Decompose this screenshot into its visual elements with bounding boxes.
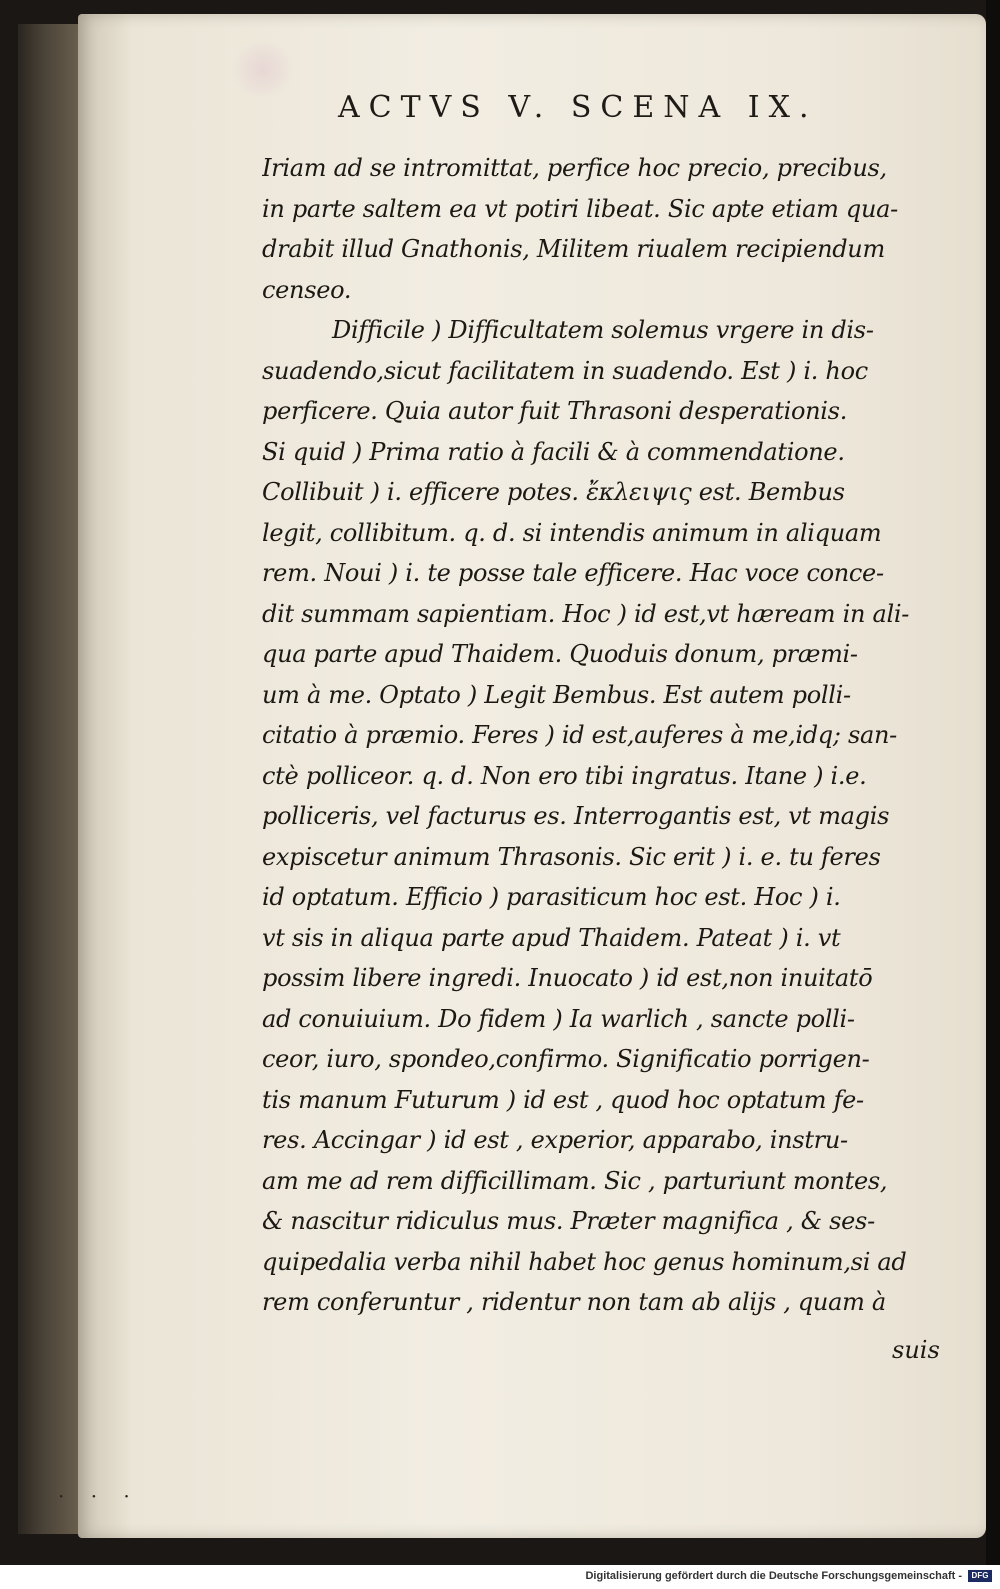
text-line: am me ad rem difficillimam. Sic , parturiunt montes,	[262, 1166, 888, 1195]
commentary-text-block	[262, 148, 962, 1323]
paper-stain	[228, 42, 298, 97]
text-line: Si quid ) Prima ratio à facili & à commendatione.	[262, 437, 845, 466]
text-line: censeo.	[262, 275, 352, 304]
margin-specks: · · ·	[58, 1484, 140, 1508]
text-line: id optatum. Efficio ) parasiticum hoc est. Hoc ) i.	[262, 883, 841, 911]
text-line: expiscetur animum Thrasonis. Sic erit ) i. e. tu feres	[262, 842, 881, 871]
text-line: dit summam sapientiam. Hoc ) id est,vt hæream in ali-	[262, 599, 910, 628]
page-stack-edge	[18, 24, 80, 1534]
text-line: ctè polliceor. q. d. Non ero tibi ingratus. Itane ) i.e.	[262, 761, 867, 790]
text-line: perficere. Quia autor fuit Thrasoni desperationis.	[262, 397, 848, 425]
text-line: Collibuit ) i. efficere potes. ἔκλειψις est. Bembus	[262, 478, 845, 506]
dfg-logo: DFG	[968, 1570, 992, 1582]
text-line: suadendo,sicut facilitatem in suadendo. Est ) i. hoc	[262, 356, 868, 385]
text-line: citatio à præmio. Feres ) id est,auferes à me,idq; san-	[262, 721, 897, 749]
text-line: & nascitur ridiculus mus. Præter magnifica , & ses-	[262, 1207, 875, 1235]
text-line: Iriam ad se intromittat, perfice hoc precio, precibus,	[262, 154, 887, 182]
text-line: qua parte apud Thaidem. Quoduis donum, præmi-	[262, 640, 858, 668]
text-line: legit, collibitum. q. d. si intendis animum in aliquam	[262, 518, 882, 547]
footer-credit: Digitalisierung gefördert durch die Deutsche Forschungsgemeinschaft -	[585, 1570, 962, 1582]
text-line: Difficile ) Difficultatem solemus vrgere in dis-	[332, 316, 874, 344]
text-line: um à me. Optato ) Legit Bembus. Est autem polli-	[262, 680, 851, 709]
digitization-footer	[585, 1567, 992, 1585]
text-line: polliceris, vel facturus es. Interrogantis est, vt magis	[262, 802, 890, 830]
text-line: drabit illud Gnathonis, Militem riualem recipiendum	[262, 235, 885, 263]
text-line: vt sis in aliqua parte apud Thaidem. Pateat ) i. vt	[262, 923, 841, 952]
text-line: ad conuiuium. Do fidem ) Ia warlich , sancte polli-	[262, 1004, 855, 1033]
running-head: ACTVS V. SCENA IX.	[338, 90, 818, 125]
catchword: suis	[892, 1336, 940, 1364]
text-line: quipedalia verba nihil habet hoc genus hominum,si ad	[262, 1247, 907, 1276]
text-line: res. Accingar ) id est , experior, apparabo, instru-	[262, 1126, 848, 1154]
text-line: possim libere ingredi. Inuocato ) id est,non inuitatō	[262, 964, 873, 992]
cover-edge	[986, 0, 1000, 1565]
text-line: rem. Noui ) i. te posse tale efficere. Hac voce conce-	[262, 559, 884, 587]
text-line: in parte saltem ea vt potiri libeat. Sic apte etiam qua-	[262, 194, 898, 223]
text-line: rem conferuntur , ridentur non tam ab alijs , quam à	[262, 1288, 886, 1316]
text-line: ceor, iuro, spondeo,confirmo. Significatio porrigen-	[262, 1045, 870, 1073]
text-line: tis manum Futurum ) id est , quod hoc optatum fe-	[262, 1085, 864, 1114]
